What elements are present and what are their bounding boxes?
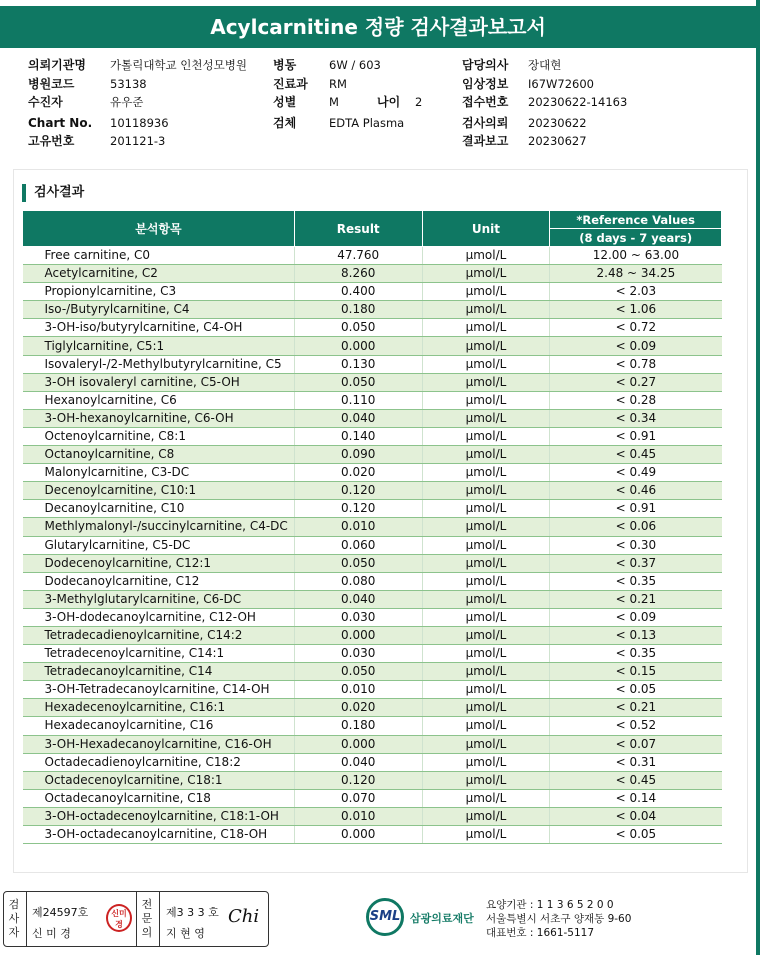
analyte-name: Isovaleryl-/2-Methylbutyrylcarnitine, C5 (23, 355, 295, 373)
results-table (22, 210, 722, 844)
reference-value: < 0.14 (550, 789, 722, 807)
unit: µmol/L (422, 427, 550, 445)
unit: µmol/L (422, 807, 550, 825)
footer (0, 888, 760, 955)
result-value: 0.020 (294, 464, 422, 482)
unit: µmol/L (422, 789, 550, 807)
analyte-name: Malonylcarnitine, C3-DC (23, 464, 295, 482)
info-column-3 (462, 56, 627, 151)
info-label: Chart No. (28, 115, 93, 130)
unit: µmol/L (422, 464, 550, 482)
info-row (273, 93, 422, 112)
result-value: 0.010 (294, 518, 422, 536)
reference-value: < 0.34 (550, 409, 722, 427)
unit: µmol/L (422, 554, 550, 572)
table-row (23, 500, 722, 518)
specialist-license: 제3 3 3 호 (166, 906, 219, 919)
table-row (23, 337, 722, 355)
reference-value: < 0.49 (550, 464, 722, 482)
analyte-name: Tetradecenoylcarnitine, C14:1 (23, 645, 295, 663)
reference-value: < 0.72 (550, 319, 722, 337)
header-reference-range: (8 days - 7 years) (550, 229, 722, 247)
table-row (23, 753, 722, 771)
info-value: 20230622 (528, 115, 587, 130)
table-row (23, 536, 722, 554)
unit: µmol/L (422, 735, 550, 753)
analyte-name: 3-OH-Tetradecanoylcarnitine, C14-OH (23, 681, 295, 699)
reference-value: < 0.05 (550, 826, 722, 844)
analyte-name: Tiglylcarnitine, C5:1 (23, 337, 295, 355)
logo-name: 삼광의료재단 (410, 912, 474, 925)
unit: µmol/L (422, 337, 550, 355)
result-value: 0.000 (294, 337, 422, 355)
specialist-label: 전 문 의 (141, 898, 153, 939)
table-row (23, 355, 722, 373)
analyte-name: Hexanoylcarnitine, C6 (23, 391, 295, 409)
unit: µmol/L (422, 572, 550, 590)
reference-value: < 0.45 (550, 771, 722, 789)
table-row (23, 301, 722, 319)
info-value: 20230622-14163 (528, 95, 628, 109)
reference-value: < 0.35 (550, 645, 722, 663)
info-row (28, 75, 247, 94)
analyte-name: Hexadecanoylcarnitine, C16 (23, 717, 295, 735)
unit: µmol/L (422, 699, 550, 717)
header-unit: Unit (422, 211, 550, 247)
info-label: 병동 (273, 58, 297, 72)
result-value: 0.030 (294, 645, 422, 663)
analyte-name: Octadecadienoylcarnitine, C18:2 (23, 753, 295, 771)
signature-box (3, 891, 269, 947)
analyte-name: Octenoylcarnitine, C8:1 (23, 427, 295, 445)
info-label: 담당의사 (462, 58, 509, 72)
table-row (23, 717, 722, 735)
divider (159, 892, 160, 946)
reference-value: < 0.52 (550, 717, 722, 735)
table-row (23, 283, 722, 301)
unit: µmol/L (422, 265, 550, 283)
reference-value: < 0.09 (550, 608, 722, 626)
info-label: 의뢰기관명 (28, 58, 86, 72)
info-value: 유우준 (110, 95, 144, 109)
unit: µmol/L (422, 446, 550, 464)
table-row (23, 626, 722, 644)
result-value: 0.030 (294, 608, 422, 626)
info-value: I67W72600 (528, 76, 594, 91)
info-label: 검사의뢰 (462, 115, 509, 130)
reference-value: < 0.28 (550, 391, 722, 409)
info-value: 장대현 (528, 58, 562, 72)
unit: µmol/L (422, 391, 550, 409)
table-row (23, 590, 722, 608)
info-row (273, 75, 422, 94)
result-value: 0.000 (294, 626, 422, 644)
info-row (28, 93, 247, 112)
analyte-name: Decenoylcarnitine, C10:1 (23, 482, 295, 500)
table-row (23, 247, 722, 265)
info-row (28, 56, 247, 75)
reference-value: < 0.04 (550, 807, 722, 825)
info-row (462, 75, 627, 94)
table-row (23, 771, 722, 789)
info-label: 접수번호 (462, 95, 509, 109)
analyte-name: Octadecanoylcarnitine, C18 (23, 789, 295, 807)
age-value: 2 (415, 95, 423, 109)
table-row (23, 446, 722, 464)
table-row (23, 735, 722, 753)
reference-value: < 0.27 (550, 373, 722, 391)
result-value: 0.120 (294, 771, 422, 789)
table-row (23, 373, 722, 391)
table-row (23, 681, 722, 699)
tester-seal: 신미경 (106, 904, 132, 932)
reference-value: < 0.05 (550, 681, 722, 699)
result-value: 0.180 (294, 301, 422, 319)
reference-value: < 1.06 (550, 301, 722, 319)
results-section (14, 170, 747, 872)
analyte-name: 3-OH-Hexadecanoylcarnitine, C16-OH (23, 735, 295, 753)
age-label: 나이 (377, 95, 401, 109)
result-value: 0.400 (294, 283, 422, 301)
analyte-name: 3-OH-hexanoylcarnitine, C6-OH (23, 409, 295, 427)
result-value: 0.120 (294, 482, 422, 500)
info-row (273, 114, 422, 133)
reference-value: < 0.35 (550, 572, 722, 590)
info-column-1 (28, 56, 247, 151)
unit: µmol/L (422, 663, 550, 681)
result-value: 0.050 (294, 663, 422, 681)
result-value: 0.000 (294, 735, 422, 753)
analyte-name: 3-OH-iso/butyrylcarnitine, C4-OH (23, 319, 295, 337)
analyte-name: Hexadecenoylcarnitine, C16:1 (23, 699, 295, 717)
info-label: 병원코드 (28, 76, 75, 91)
reference-value: 2.48 ~ 34.25 (550, 265, 722, 283)
info-value: 20230627 (528, 134, 587, 148)
unit: µmol/L (422, 608, 550, 626)
result-value: 0.180 (294, 717, 422, 735)
unit: µmol/L (422, 536, 550, 554)
analyte-name: Tetradecadienoylcarnitine, C14:2 (23, 626, 295, 644)
info-label: 진료과 (273, 76, 308, 91)
result-value: 0.020 (294, 699, 422, 717)
reference-value: < 0.91 (550, 427, 722, 445)
analyte-name: 3-Methylglutarylcarnitine, C6-DC (23, 590, 295, 608)
info-value: 10118936 (110, 115, 169, 130)
info-label: 수진자 (28, 95, 63, 109)
info-value: 가톨릭대학교 인천성모병원 (110, 58, 247, 72)
signature: Chi (228, 906, 260, 927)
result-value: 0.000 (294, 826, 422, 844)
reference-value: 12.00 ~ 63.00 (550, 247, 722, 265)
info-label: 고유번호 (28, 134, 75, 148)
info-column-2 (273, 56, 422, 132)
reference-value: < 0.07 (550, 735, 722, 753)
table-row (23, 663, 722, 681)
lab-phone: 대표번호 : 1661-5117 (486, 927, 595, 939)
table-row (23, 572, 722, 590)
analyte-name: 3-OH-dodecanoylcarnitine, C12-OH (23, 608, 295, 626)
table-row (23, 265, 722, 283)
table-row (23, 699, 722, 717)
result-value: 0.040 (294, 753, 422, 771)
table-row (23, 464, 722, 482)
analyte-name: Decanoylcarnitine, C10 (23, 500, 295, 518)
divider (136, 892, 137, 946)
unit: µmol/L (422, 283, 550, 301)
unit: µmol/L (422, 826, 550, 844)
info-value: M (329, 95, 339, 109)
info-value: EDTA Plasma (329, 115, 405, 130)
info-value: 6W / 603 (329, 58, 381, 72)
result-value: 0.040 (294, 590, 422, 608)
table-row (23, 826, 722, 844)
tester-name: 신 미 경 (32, 927, 71, 940)
tester-label: 검 사 자 (8, 898, 20, 939)
lab-code: 요양기관 : 1 1 3 6 5 2 0 0 (486, 899, 614, 911)
unit: µmol/L (422, 645, 550, 663)
section-title: 검사결과 (22, 184, 84, 202)
info-row (28, 114, 247, 133)
table-row (23, 391, 722, 409)
table-row (23, 789, 722, 807)
reference-value: < 0.91 (550, 500, 722, 518)
reference-value: < 0.31 (550, 753, 722, 771)
table-row (23, 608, 722, 626)
info-row (462, 56, 627, 75)
result-value: 0.110 (294, 391, 422, 409)
divider (26, 892, 27, 946)
reference-value: < 2.03 (550, 283, 722, 301)
reference-value: < 0.30 (550, 536, 722, 554)
unit: µmol/L (422, 590, 550, 608)
result-value: 0.090 (294, 446, 422, 464)
info-label: 결과보고 (462, 134, 509, 148)
result-value: 0.050 (294, 554, 422, 572)
lab-info (486, 898, 631, 940)
reference-value: < 0.09 (550, 337, 722, 355)
result-value: 0.060 (294, 536, 422, 554)
table-row (23, 427, 722, 445)
results-body (23, 247, 722, 844)
result-value: 0.050 (294, 319, 422, 337)
result-value: 0.080 (294, 572, 422, 590)
tester-license: 제24597호 (32, 906, 89, 919)
analyte-name: Methlymalonyl-/succinylcarnitine, C4-DC (23, 518, 295, 536)
header-item: 분석항목 (23, 211, 295, 247)
result-value: 0.040 (294, 409, 422, 427)
header-result: Result (294, 211, 422, 247)
result-value: 47.760 (294, 247, 422, 265)
result-value: 0.070 (294, 789, 422, 807)
unit: µmol/L (422, 355, 550, 373)
logo-mark: SML (366, 898, 404, 936)
unit: µmol/L (422, 518, 550, 536)
info-row (462, 93, 627, 112)
table-row (23, 645, 722, 663)
result-value: 0.010 (294, 807, 422, 825)
result-value: 8.260 (294, 265, 422, 283)
reference-value: < 0.21 (550, 699, 722, 717)
analyte-name: 3-OH-octadecanoylcarnitine, C18-OH (23, 826, 295, 844)
reference-value: < 0.06 (550, 518, 722, 536)
analyte-name: Tetradecanoylcarnitine, C14 (23, 663, 295, 681)
table-row (23, 319, 722, 337)
analyte-name: 3-OH-octadecenoylcarnitine, C18:1-OH (23, 807, 295, 825)
result-value: 0.130 (294, 355, 422, 373)
unit: µmol/L (422, 409, 550, 427)
report-title: Acylcarnitine 정량 검사결과보고서 (0, 6, 756, 48)
unit: µmol/L (422, 247, 550, 265)
info-label: 성별 (273, 95, 297, 109)
analyte-name: Acetylcarnitine, C2 (23, 265, 295, 283)
analyte-name: Octadecenoylcarnitine, C18:1 (23, 771, 295, 789)
header-reference: *Reference Values (550, 211, 722, 229)
unit: µmol/L (422, 319, 550, 337)
reference-value: < 0.13 (550, 626, 722, 644)
info-label: 검체 (273, 115, 297, 130)
analyte-name: Free carnitine, C0 (23, 247, 295, 265)
analyte-name: Dodecanoylcarnitine, C12 (23, 572, 295, 590)
unit: µmol/L (422, 771, 550, 789)
right-edge-border (756, 0, 760, 955)
table-row (23, 482, 722, 500)
analyte-name: Propionylcarnitine, C3 (23, 283, 295, 301)
analyte-name: 3-OH isovaleryl carnitine, C5-OH (23, 373, 295, 391)
reference-value: < 0.46 (550, 482, 722, 500)
info-value: RM (329, 76, 347, 91)
info-label: 임상정보 (462, 76, 509, 91)
reference-value: < 0.78 (550, 355, 722, 373)
result-value: 0.010 (294, 681, 422, 699)
unit: µmol/L (422, 717, 550, 735)
table-row (23, 518, 722, 536)
analyte-name: Dodecenoylcarnitine, C12:1 (23, 554, 295, 572)
analyte-name: Glutarylcarnitine, C5-DC (23, 536, 295, 554)
table-row (23, 807, 722, 825)
unit: µmol/L (422, 301, 550, 319)
specialist-name: 지 현 영 (166, 927, 205, 940)
info-row (462, 114, 627, 133)
reference-value: < 0.45 (550, 446, 722, 464)
info-row (273, 56, 422, 75)
info-row (462, 132, 627, 151)
info-row (28, 132, 247, 151)
table-row (23, 554, 722, 572)
result-value: 0.120 (294, 500, 422, 518)
unit: µmol/L (422, 373, 550, 391)
analyte-name: Iso-/Butyrylcarnitine, C4 (23, 301, 295, 319)
unit: µmol/L (422, 500, 550, 518)
info-value: 53138 (110, 76, 147, 91)
table-row (23, 409, 722, 427)
result-value: 0.050 (294, 373, 422, 391)
analyte-name: Octanoylcarnitine, C8 (23, 446, 295, 464)
unit: µmol/L (422, 753, 550, 771)
reference-value: < 0.15 (550, 663, 722, 681)
lab-address: 서울특별시 서초구 양재동 9-60 (486, 913, 632, 925)
reference-value: < 0.21 (550, 590, 722, 608)
unit: µmol/L (422, 626, 550, 644)
unit: µmol/L (422, 482, 550, 500)
unit: µmol/L (422, 681, 550, 699)
reference-value: < 0.37 (550, 554, 722, 572)
info-value: 201121-3 (110, 134, 166, 148)
result-value: 0.140 (294, 427, 422, 445)
